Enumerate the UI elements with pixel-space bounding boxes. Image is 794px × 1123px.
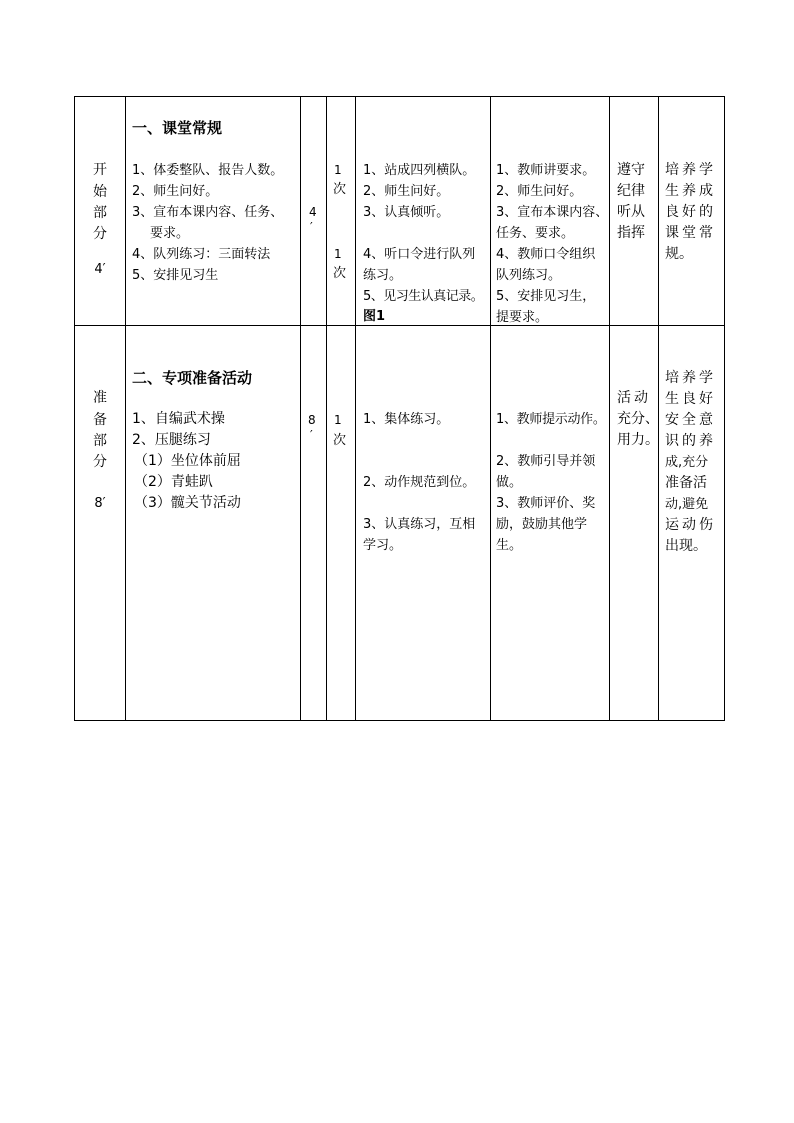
section-heading: 二、专项准备活动: [132, 369, 253, 387]
teacher-line: 2、师生问好。: [496, 184, 583, 199]
part-char: 准: [93, 390, 107, 406]
time-mark: ′: [310, 220, 313, 234]
cell-time-prep: [301, 326, 327, 721]
part-time: 8′: [94, 496, 106, 511]
teacher-line: 3、教师评价、奖: [496, 496, 596, 511]
requirement-line: 活动: [617, 390, 651, 406]
purpose-line: 良好的: [665, 204, 716, 220]
freq-number: 1: [334, 247, 342, 261]
cell-requirement-start: [610, 97, 659, 326]
cell-purpose-start: [659, 97, 725, 326]
student-line: 3、认真倾听。: [363, 205, 450, 220]
content-line: 要求。: [150, 226, 190, 241]
table-row-start-section: [75, 97, 725, 326]
student-line: 2、动作规范到位。: [363, 475, 476, 490]
freq-number: 1: [334, 163, 342, 177]
cell-requirement-prep: [610, 326, 659, 721]
part-char: 部: [93, 433, 107, 449]
teacher-line: 做。: [496, 475, 523, 490]
teacher-line: 队列练习。: [496, 268, 562, 283]
cell-student-prep: [356, 326, 491, 721]
cell-time-start: [301, 97, 327, 326]
purpose-line: 课堂常: [665, 225, 716, 241]
content-line: 2、师生问好。: [132, 184, 219, 199]
content-line: （3）髋关节活动: [134, 495, 241, 511]
purpose-line: 规。: [665, 246, 693, 262]
teacher-line: 励，鼓励其他学: [496, 517, 588, 532]
freq-number: 1: [334, 413, 342, 427]
content-line: （2）青蛙趴: [134, 474, 213, 490]
student-line: 1、站成四列横队。: [363, 163, 476, 178]
purpose-line: 生良好: [665, 391, 716, 407]
part-char: 始: [93, 184, 107, 200]
time-value: 4: [309, 205, 317, 219]
cell-teacher-prep: [491, 326, 610, 721]
student-line: 4、听口令进行队列: [363, 247, 476, 262]
requirement-line: 听从: [617, 204, 645, 220]
cell-student-start: [356, 97, 491, 326]
part-char: 分: [93, 226, 107, 242]
purpose-line: 安全意: [665, 412, 716, 428]
cell-content-start: [126, 97, 301, 326]
teacher-line: 2、教师引导并领: [496, 454, 596, 469]
student-line: 1、集体练习。: [363, 412, 450, 427]
student-line: 5、见习生认真记录。: [363, 289, 484, 304]
requirement-line: 充分、: [617, 411, 659, 427]
cell-purpose-prep: [659, 326, 725, 721]
requirement-line: 指挥: [617, 225, 645, 241]
purpose-line: 成,充分: [665, 455, 709, 470]
student-line: 学习。: [363, 538, 403, 553]
cell-content-prep: [126, 326, 301, 721]
cell-frequency-prep: [327, 326, 356, 721]
content-line: 5、安排见习生: [132, 268, 219, 283]
content-line: 4、队列练习：三面转法: [132, 247, 271, 262]
purpose-line: 运动伤: [665, 517, 716, 533]
teacher-line: 生。: [496, 538, 523, 553]
purpose-line: 准备活: [665, 475, 707, 491]
content-line: 3、宣布本课内容、任务、: [132, 205, 284, 220]
teacher-line: 任务、要求。: [496, 226, 575, 241]
part-char: 备: [93, 412, 107, 428]
requirement-line: 纪律: [617, 183, 645, 199]
part-time: 4′: [94, 262, 106, 277]
lesson-plan-table: [74, 96, 725, 721]
purpose-line: 培养学: [665, 162, 716, 178]
freq-unit: 次: [333, 182, 347, 197]
content-line: （1）坐位体前屈: [134, 453, 241, 469]
purpose-line: 识的养: [665, 433, 716, 449]
section-heading: 一、课堂常规: [132, 119, 223, 137]
part-char: 部: [93, 205, 107, 221]
purpose-line: 动,避免: [665, 497, 709, 512]
cell-part-prep: [75, 326, 126, 721]
content-line: 1、自编武术操: [132, 411, 225, 427]
teacher-line: 提要求。: [496, 310, 549, 325]
part-char: 开: [93, 162, 107, 178]
requirement-line: 用力。: [617, 432, 659, 448]
figure-label: 图1: [363, 309, 386, 324]
student-line: 练习。: [363, 268, 403, 283]
teacher-line: 5、安排见习生，: [496, 289, 596, 304]
part-char: 分: [93, 454, 107, 470]
content-line: 2、压腿练习: [132, 432, 211, 448]
time-value: 8: [308, 413, 316, 427]
content-line: 1、体委整队、报告人数。: [132, 163, 284, 178]
teacher-line: 1、教师讲要求。: [496, 163, 596, 178]
teacher-line: 3、宣布本课内容、: [496, 205, 609, 220]
time-mark: ′: [310, 428, 313, 442]
purpose-line: 生养成: [665, 183, 716, 199]
cell-teacher-start: [491, 97, 610, 326]
freq-unit: 次: [333, 266, 347, 281]
purpose-line: 出现。: [665, 538, 707, 554]
cell-frequency-start: [327, 97, 356, 326]
student-line: 3、认真练习，互相: [363, 517, 476, 532]
cell-part-start: [75, 97, 126, 326]
teacher-line: 4、教师口令组织: [496, 247, 596, 262]
freq-unit: 次: [333, 433, 347, 448]
student-line: 2、师生问好。: [363, 184, 450, 199]
table-row-prep-section: [75, 326, 725, 721]
teacher-line: 1、教师提示动作。: [496, 412, 606, 427]
purpose-line: 培养学: [665, 370, 716, 386]
requirement-line: 遵守: [617, 162, 645, 178]
